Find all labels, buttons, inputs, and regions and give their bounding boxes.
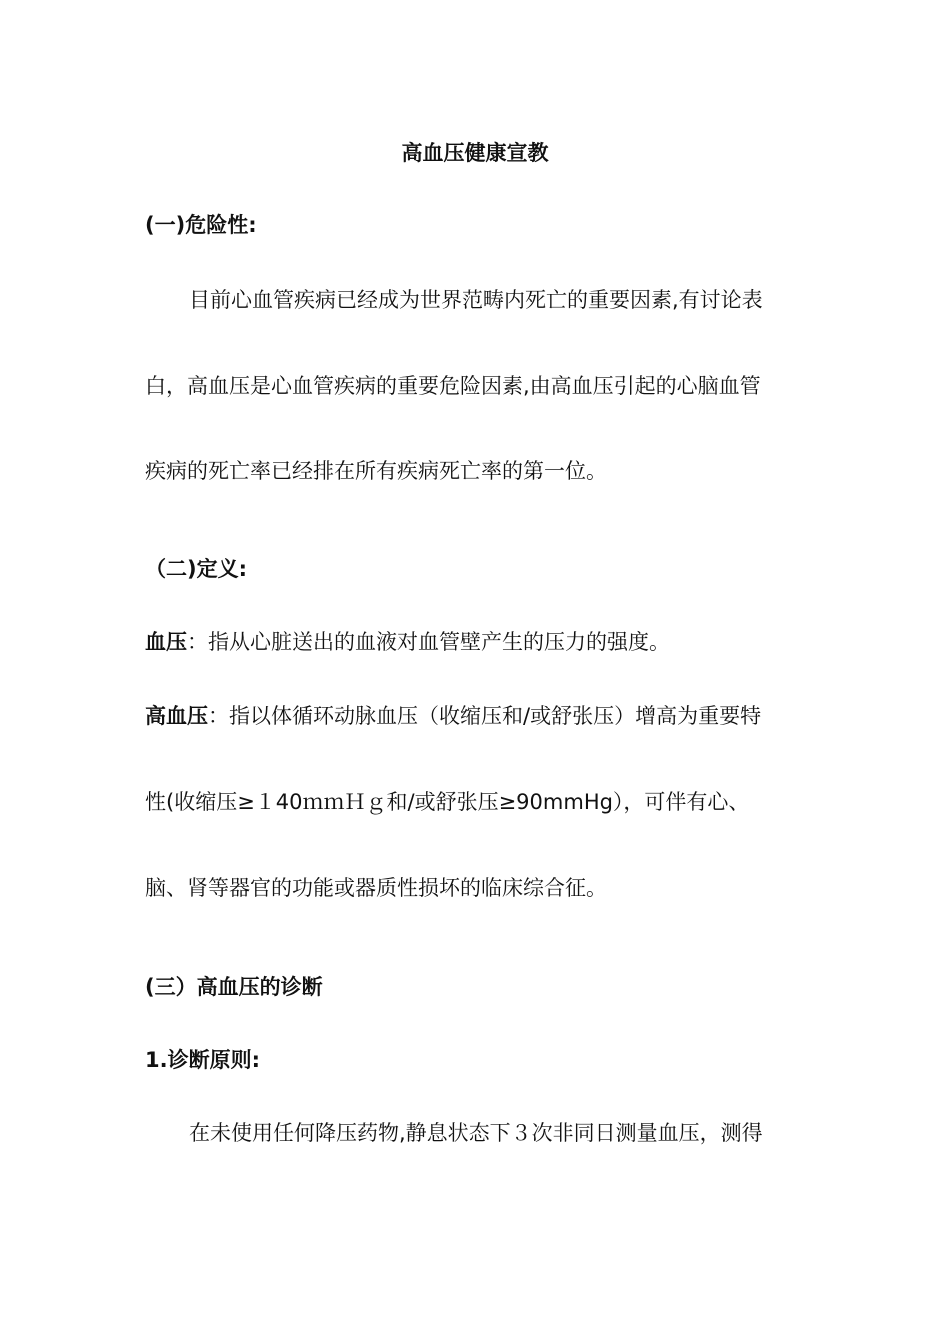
- page-title: 高血压健康宣教: [401, 141, 549, 165]
- section-1-heading: (一)危险性:: [145, 213, 257, 237]
- section-1-line-3: 疾病的死亡率已经排在所有疾病死亡率的第一位。: [145, 459, 607, 483]
- hypertension-term: 高血压: [145, 704, 208, 728]
- section-2-heading: （二)定义:: [145, 557, 247, 581]
- blood-pressure-term: 血压: [145, 630, 187, 654]
- section-3-heading: (三）高血压的诊断: [145, 975, 323, 999]
- hypertension-text-line-1: ：指以体循环动脉血压（收缩压和/或舒张压）增高为重要特: [208, 704, 762, 728]
- section-3-line-1: 在未使用任何降压药物,静息状态下３次非同日测量血压，测得: [189, 1121, 763, 1145]
- blood-pressure-text: ：指从心脏送出的血液对血管壁产生的压力的强度。: [187, 630, 670, 654]
- section-1-line-1: 目前心血管疾病已经成为世界范畴内死亡的重要因素,有讨论表: [189, 288, 763, 312]
- hypertension-text-line-2: 性(收缩压≥１40ｍｍＨｇ和/或舒张压≥90mmHg），可伴有心、: [145, 790, 750, 814]
- hypertension-definition: [145, 702, 761, 730]
- hypertension-text-line-3: 脑、肾等器官的功能或器质性损坏的临床综合征。: [145, 876, 607, 900]
- section-3-sub-heading: 1.诊断原则:: [145, 1048, 260, 1072]
- section-1-line-2: 白，高血压是心血管疾病的重要危险因素,由高血压引起的心脑血管: [145, 374, 761, 398]
- blood-pressure-definition: [145, 628, 670, 656]
